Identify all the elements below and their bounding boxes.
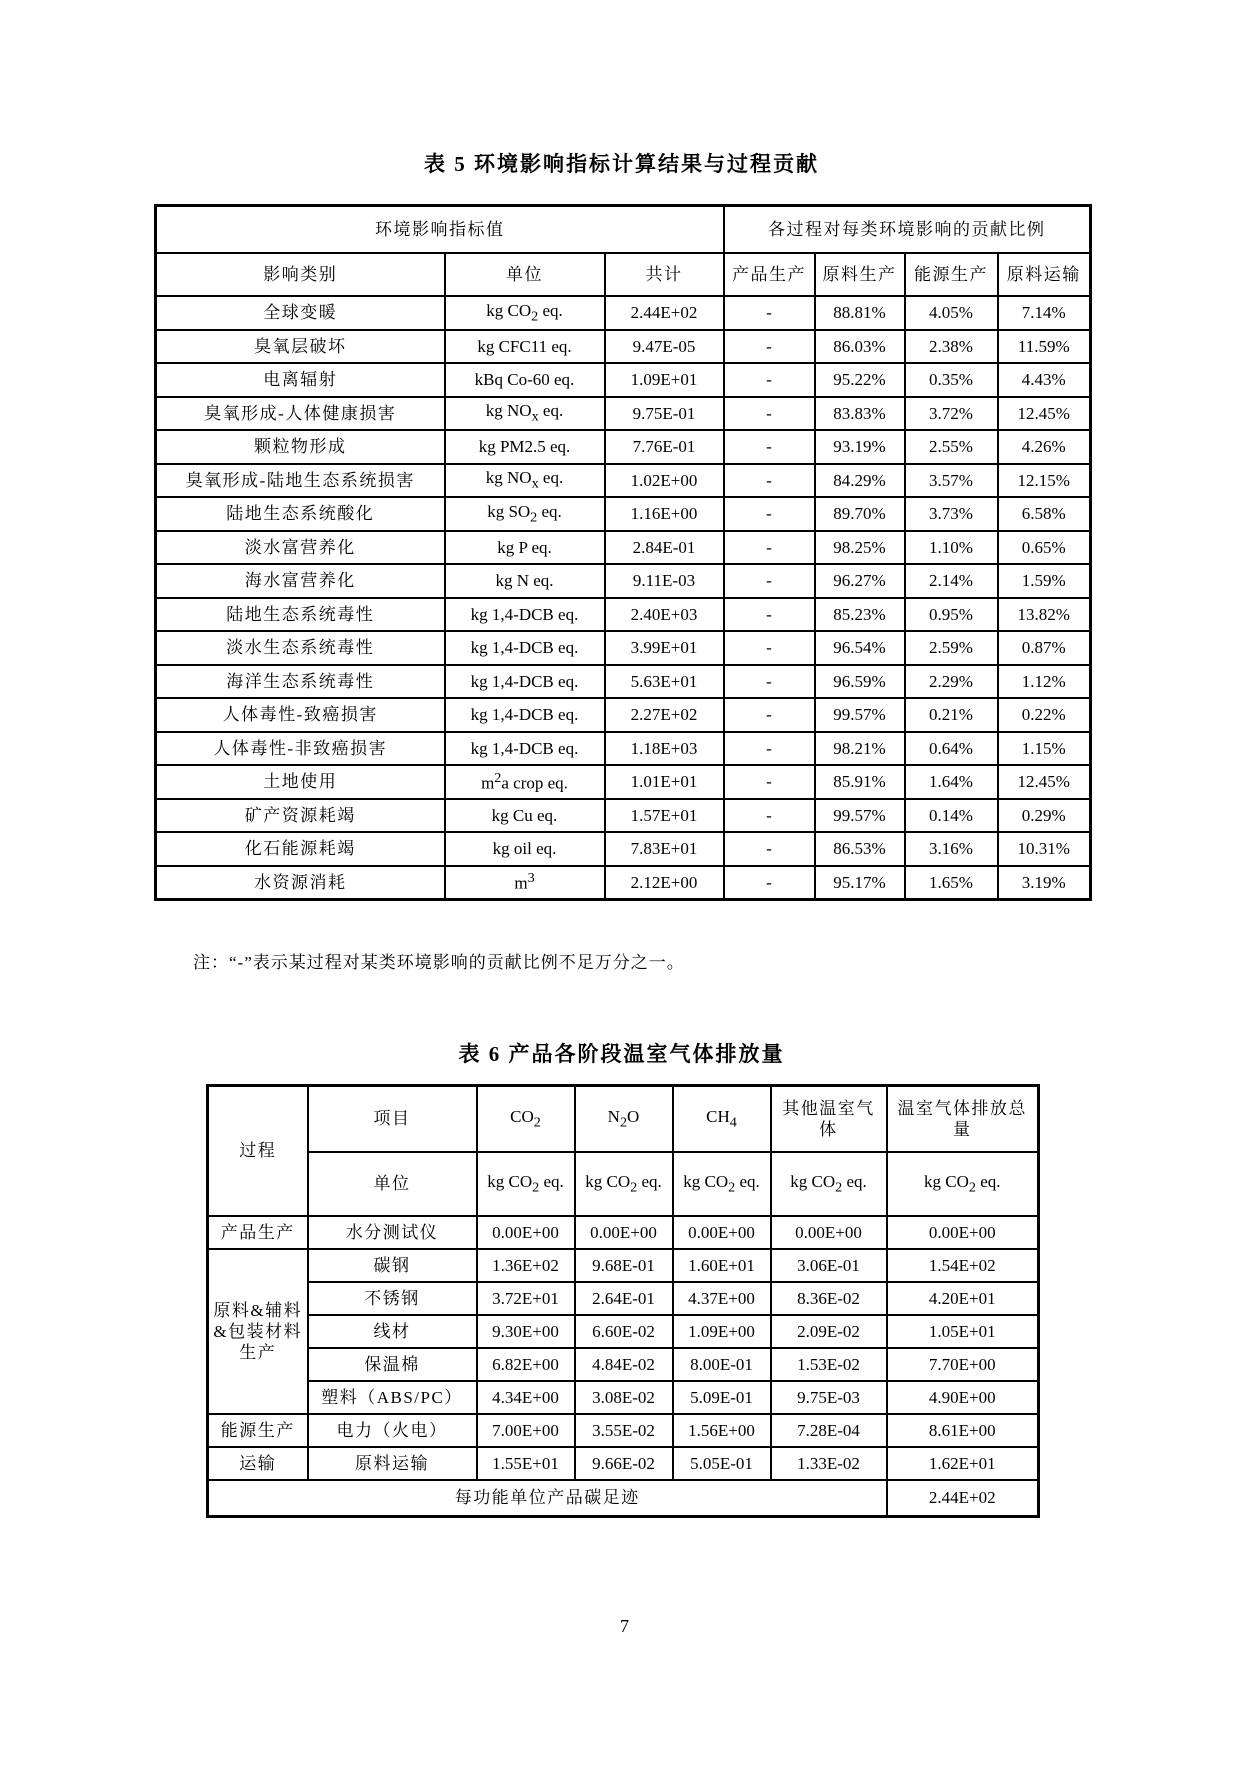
cell-category: 电离辐射 (156, 363, 445, 397)
cell-unit: $m^2a$ crop eq. (445, 765, 605, 799)
header-contribution-ratio: 各过程对每类环境影响的贡献比例 (724, 206, 1091, 254)
cell-item: 线材 (308, 1315, 477, 1348)
cell-ch4: 0.00E+00 (673, 1216, 771, 1249)
cell-category: 颗粒物形成 (156, 430, 445, 464)
table-row (208, 1216, 1039, 1249)
cell-material: 98.21% (815, 732, 905, 766)
cell-product: - (724, 531, 815, 565)
table-row (156, 698, 1091, 732)
cell-unit: kg CFC11 eq. (445, 330, 605, 364)
cell-total: 1.01E+01 (605, 765, 724, 799)
col-header-process: 过程 (208, 1086, 308, 1217)
table-row-unit-header (208, 1152, 1039, 1216)
table-row-column-header (156, 253, 1091, 296)
unit-n2o: kg $CO_2$ eq. (575, 1152, 673, 1216)
col-header-impact-category: 影响类别 (156, 253, 445, 296)
cell-material: 99.57% (815, 799, 905, 833)
cell-total: 7.76E-01 (605, 430, 724, 464)
cell-co2: 3.72E+01 (477, 1282, 575, 1315)
cell-ch4: 4.37E+00 (673, 1282, 771, 1315)
cell-material: 86.53% (815, 832, 905, 866)
cell-total-ghg: 4.20E+01 (887, 1282, 1039, 1315)
col-header-n2o: $N_2O$ (575, 1086, 673, 1153)
cell-product: - (724, 497, 815, 531)
cell-transport: 6.58% (998, 497, 1091, 531)
table5-footnote: 注：“-”表示某过程对某类环境影响的贡献比例不足万分之一。 (193, 953, 685, 972)
cell-total-ghg: 0.00E+00 (887, 1216, 1039, 1249)
page-number: 7 (620, 1616, 629, 1636)
cell-energy: 0.64% (905, 732, 998, 766)
cell-transport: 12.45% (998, 765, 1091, 799)
cell-transport: 0.87% (998, 631, 1091, 665)
cell-energy: 3.57% (905, 464, 998, 498)
cell-total: 1.18E+03 (605, 732, 724, 766)
cell-transport: 1.12% (998, 665, 1091, 699)
cell-product: - (724, 296, 815, 330)
cell-total: 3.99E+01 (605, 631, 724, 665)
table-row (156, 732, 1091, 766)
cell-item: 碳钢 (308, 1249, 477, 1282)
table5-title: 表 5 环境影响指标计算结果与过程贡献 (424, 152, 819, 176)
table-row (156, 665, 1091, 699)
cell-material: 96.59% (815, 665, 905, 699)
cell-unit: kg Cu eq. (445, 799, 605, 833)
cell-product: - (724, 832, 815, 866)
cell-unit: kg 1,4-DCB eq. (445, 732, 605, 766)
cell-unit: kg oil eq. (445, 832, 605, 866)
cell-energy: 4.05% (905, 296, 998, 330)
cell-category: 海洋生态系统毒性 (156, 665, 445, 699)
cell-unit: $m^3$ (445, 866, 605, 900)
cell-item: 保温棉 (308, 1348, 477, 1381)
cell-product: - (724, 866, 815, 900)
table-row (156, 564, 1091, 598)
cell-product: - (724, 732, 815, 766)
col-header-co2: $CO_2$ (477, 1086, 575, 1153)
cell-other-ghg: 9.75E-03 (771, 1381, 887, 1414)
cell-material: 96.54% (815, 631, 905, 665)
cell-total: 1.57E+01 (605, 799, 724, 833)
cell-co2: 4.34E+00 (477, 1381, 575, 1414)
cell-energy: 3.73% (905, 497, 998, 531)
cell-energy: 0.95% (905, 598, 998, 632)
table-row (156, 531, 1091, 565)
cell-total: 2.40E+03 (605, 598, 724, 632)
cell-co2: 9.30E+00 (477, 1315, 575, 1348)
cell-other-ghg: 7.28E-04 (771, 1414, 887, 1447)
cell-n2o: 0.00E+00 (575, 1216, 673, 1249)
carbon-footprint-value: 2.44E+02 (887, 1480, 1039, 1517)
cell-ch4: 1.60E+01 (673, 1249, 771, 1282)
table-row (156, 296, 1091, 330)
unit-total-ghg: kg $CO_2$ eq. (887, 1152, 1039, 1216)
cell-n2o: 3.08E-02 (575, 1381, 673, 1414)
cell-unit: kg 1,4-DCB eq. (445, 598, 605, 632)
cell-total: 1.16E+00 (605, 497, 724, 531)
cell-material: 99.57% (815, 698, 905, 732)
cell-transport: 0.65% (998, 531, 1091, 565)
cell-ch4: 5.05E-01 (673, 1447, 771, 1480)
cell-category: 矿产资源耗竭 (156, 799, 445, 833)
cell-material: 96.27% (815, 564, 905, 598)
cell-unit: kg $CO_2$ eq. (445, 296, 605, 330)
cell-category: 全球变暖 (156, 296, 445, 330)
table-row (208, 1348, 1039, 1381)
cell-category: 陆地生态系统毒性 (156, 598, 445, 632)
cell-total-ghg: 1.54E+02 (887, 1249, 1039, 1282)
table-row (156, 464, 1091, 498)
cell-other-ghg: 8.36E-02 (771, 1282, 887, 1315)
cell-product: - (724, 430, 815, 464)
cell-total-ghg: 8.61E+00 (887, 1414, 1039, 1447)
cell-item: 原料运输 (308, 1447, 477, 1480)
cell-ch4: 5.09E-01 (673, 1381, 771, 1414)
cell-n2o: 9.68E-01 (575, 1249, 673, 1282)
table-row (208, 1315, 1039, 1348)
col-header-other-ghg: 其他温室气体 (771, 1086, 887, 1153)
cell-total-ghg: 1.62E+01 (887, 1447, 1039, 1480)
cell-energy: 3.72% (905, 397, 998, 431)
cell-material: 98.25% (815, 531, 905, 565)
cell-transport: 1.59% (998, 564, 1091, 598)
table-row (156, 497, 1091, 531)
cell-co2: 1.55E+01 (477, 1447, 575, 1480)
cell-material: 95.17% (815, 866, 905, 900)
table-row (208, 1249, 1039, 1282)
cell-material: 88.81% (815, 296, 905, 330)
cell-unit: kg N eq. (445, 564, 605, 598)
cell-co2: 6.82E+00 (477, 1348, 575, 1381)
cell-energy: 1.65% (905, 866, 998, 900)
cell-category: 淡水生态系统毒性 (156, 631, 445, 665)
col-header-energy-production: 能源生产 (905, 253, 998, 296)
cell-product: - (724, 330, 815, 364)
cell-material: 85.91% (815, 765, 905, 799)
cell-transport: 3.19% (998, 866, 1091, 900)
cell-energy: 2.14% (905, 564, 998, 598)
cell-item: 不锈钢 (308, 1282, 477, 1315)
cell-unit: kg 1,4-DCB eq. (445, 631, 605, 665)
cell-transport: 4.43% (998, 363, 1091, 397)
cell-transport: 13.82% (998, 598, 1091, 632)
cell-unit: kBq Co-60 eq. (445, 363, 605, 397)
table-row (208, 1447, 1039, 1480)
cell-transport: 0.22% (998, 698, 1091, 732)
table-row (156, 631, 1091, 665)
cell-total: 2.12E+00 (605, 866, 724, 900)
table5-environmental-impact (154, 204, 1092, 901)
cell-total: 1.02E+00 (605, 464, 724, 498)
cell-co2: 7.00E+00 (477, 1414, 575, 1447)
cell-other-ghg: 2.09E-02 (771, 1315, 887, 1348)
cell-co2: 0.00E+00 (477, 1216, 575, 1249)
cell-total: 9.75E-01 (605, 397, 724, 431)
cell-co2: 1.36E+02 (477, 1249, 575, 1282)
col-header-unit: 单位 (445, 253, 605, 296)
cell-total: 9.47E-05 (605, 330, 724, 364)
cell-material: 83.83% (815, 397, 905, 431)
cell-unit: kg $SO_2$ eq. (445, 497, 605, 531)
cell-category: 人体毒性-非致癌损害 (156, 732, 445, 766)
table-row (156, 430, 1091, 464)
cell-material: 85.23% (815, 598, 905, 632)
cell-unit: kg P eq. (445, 531, 605, 565)
cell-n2o: 9.66E-02 (575, 1447, 673, 1480)
cell-product: - (724, 363, 815, 397)
cell-transport: 7.14% (998, 296, 1091, 330)
cell-unit: kg 1,4-DCB eq. (445, 698, 605, 732)
cell-material: 84.29% (815, 464, 905, 498)
col-header-material-production: 原料生产 (815, 253, 905, 296)
cell-product: - (724, 799, 815, 833)
cell-process: 原料&辅料&包装材料生产 (208, 1249, 308, 1414)
cell-other-ghg: 1.53E-02 (771, 1348, 887, 1381)
table-row (156, 765, 1091, 799)
carbon-footprint-label: 每功能单位产品碳足迹 (208, 1480, 887, 1517)
table-row-group-header (156, 206, 1091, 254)
table6-title: 表 6 产品各阶段温室气体排放量 (458, 1042, 785, 1066)
cell-product: - (724, 665, 815, 699)
cell-product: - (724, 698, 815, 732)
col-header-item: 项目 (308, 1086, 477, 1153)
cell-total: 9.11E-03 (605, 564, 724, 598)
cell-ch4: 8.00E-01 (673, 1348, 771, 1381)
cell-n2o: 6.60E-02 (575, 1315, 673, 1348)
cell-total: 2.44E+02 (605, 296, 724, 330)
cell-transport: 0.29% (998, 799, 1091, 833)
cell-energy: 0.21% (905, 698, 998, 732)
unit-row-label: 单位 (308, 1152, 477, 1216)
table-row (156, 363, 1091, 397)
col-header-total-ghg: 温室气体排放总量 (887, 1086, 1039, 1153)
cell-unit: kg 1,4-DCB eq. (445, 665, 605, 699)
cell-transport: 10.31% (998, 832, 1091, 866)
cell-material: 86.03% (815, 330, 905, 364)
cell-category: 淡水富营养化 (156, 531, 445, 565)
cell-ch4: 1.09E+00 (673, 1315, 771, 1348)
cell-product: - (724, 631, 815, 665)
cell-unit: kg $NO_x$ eq. (445, 464, 605, 498)
cell-energy: 1.10% (905, 531, 998, 565)
cell-transport: 1.15% (998, 732, 1091, 766)
col-header-ch4: $CH_4$ (673, 1086, 771, 1153)
cell-category: 水资源消耗 (156, 866, 445, 900)
cell-total: 2.27E+02 (605, 698, 724, 732)
table-row (156, 866, 1091, 900)
cell-unit: kg PM2.5 eq. (445, 430, 605, 464)
cell-energy: 0.14% (905, 799, 998, 833)
table-row (208, 1414, 1039, 1447)
cell-energy: 2.59% (905, 631, 998, 665)
table-row (156, 799, 1091, 833)
cell-total-ghg: 1.05E+01 (887, 1315, 1039, 1348)
cell-total-ghg: 7.70E+00 (887, 1348, 1039, 1381)
cell-category: 海水富营养化 (156, 564, 445, 598)
cell-other-ghg: 1.33E-02 (771, 1447, 887, 1480)
cell-n2o: 3.55E-02 (575, 1414, 673, 1447)
cell-category: 臭氧形成-陆地生态系统损害 (156, 464, 445, 498)
cell-material: 89.70% (815, 497, 905, 531)
cell-product: - (724, 765, 815, 799)
cell-category: 陆地生态系统酸化 (156, 497, 445, 531)
table-row (156, 598, 1091, 632)
unit-other-ghg: kg $CO_2$ eq. (771, 1152, 887, 1216)
cell-product: - (724, 397, 815, 431)
cell-product: - (724, 598, 815, 632)
cell-total: 5.63E+01 (605, 665, 724, 699)
cell-total-ghg: 4.90E+00 (887, 1381, 1039, 1414)
cell-process: 产品生产 (208, 1216, 308, 1249)
table-row (156, 832, 1091, 866)
cell-item: 塑料（ABS/PC） (308, 1381, 477, 1414)
cell-product: - (724, 564, 815, 598)
cell-energy: 0.35% (905, 363, 998, 397)
cell-transport: 4.26% (998, 430, 1091, 464)
col-header-material-transport: 原料运输 (998, 253, 1091, 296)
cell-transport: 12.45% (998, 397, 1091, 431)
cell-n2o: 2.64E-01 (575, 1282, 673, 1315)
table-row (208, 1282, 1039, 1315)
cell-category: 化石能源耗竭 (156, 832, 445, 866)
cell-energy: 3.16% (905, 832, 998, 866)
cell-item: 水分测试仪 (308, 1216, 477, 1249)
cell-energy: 2.29% (905, 665, 998, 699)
unit-ch4: kg $CO_2$ eq. (673, 1152, 771, 1216)
cell-ch4: 1.56E+00 (673, 1414, 771, 1447)
cell-n2o: 4.84E-02 (575, 1348, 673, 1381)
cell-process: 能源生产 (208, 1414, 308, 1447)
cell-unit: kg $NO_x$ eq. (445, 397, 605, 431)
cell-total: 2.84E-01 (605, 531, 724, 565)
table-row-footer (208, 1480, 1039, 1517)
cell-other-ghg: 0.00E+00 (771, 1216, 887, 1249)
table-row (156, 330, 1091, 364)
cell-category: 臭氧层破坏 (156, 330, 445, 364)
cell-material: 95.22% (815, 363, 905, 397)
cell-energy: 1.64% (905, 765, 998, 799)
col-header-total: 共计 (605, 253, 724, 296)
cell-category: 人体毒性-致癌损害 (156, 698, 445, 732)
table-row (208, 1381, 1039, 1414)
cell-transport: 11.59% (998, 330, 1091, 364)
header-impact-indicator-values: 环境影响指标值 (156, 206, 724, 254)
cell-total: 1.09E+01 (605, 363, 724, 397)
cell-product: - (724, 464, 815, 498)
cell-energy: 2.38% (905, 330, 998, 364)
table-row-column-header (208, 1086, 1039, 1153)
cell-material: 93.19% (815, 430, 905, 464)
cell-transport: 12.15% (998, 464, 1091, 498)
cell-category: 臭氧形成-人体健康损害 (156, 397, 445, 431)
unit-co2: kg $CO_2$ eq. (477, 1152, 575, 1216)
col-header-product-production: 产品生产 (724, 253, 815, 296)
cell-item: 电力（火电） (308, 1414, 477, 1447)
table-row (156, 397, 1091, 431)
cell-energy: 2.55% (905, 430, 998, 464)
cell-total: 7.83E+01 (605, 832, 724, 866)
cell-other-ghg: 3.06E-01 (771, 1249, 887, 1282)
cell-category: 土地使用 (156, 765, 445, 799)
table6-ghg-emissions (206, 1084, 1040, 1518)
cell-process: 运输 (208, 1447, 308, 1480)
